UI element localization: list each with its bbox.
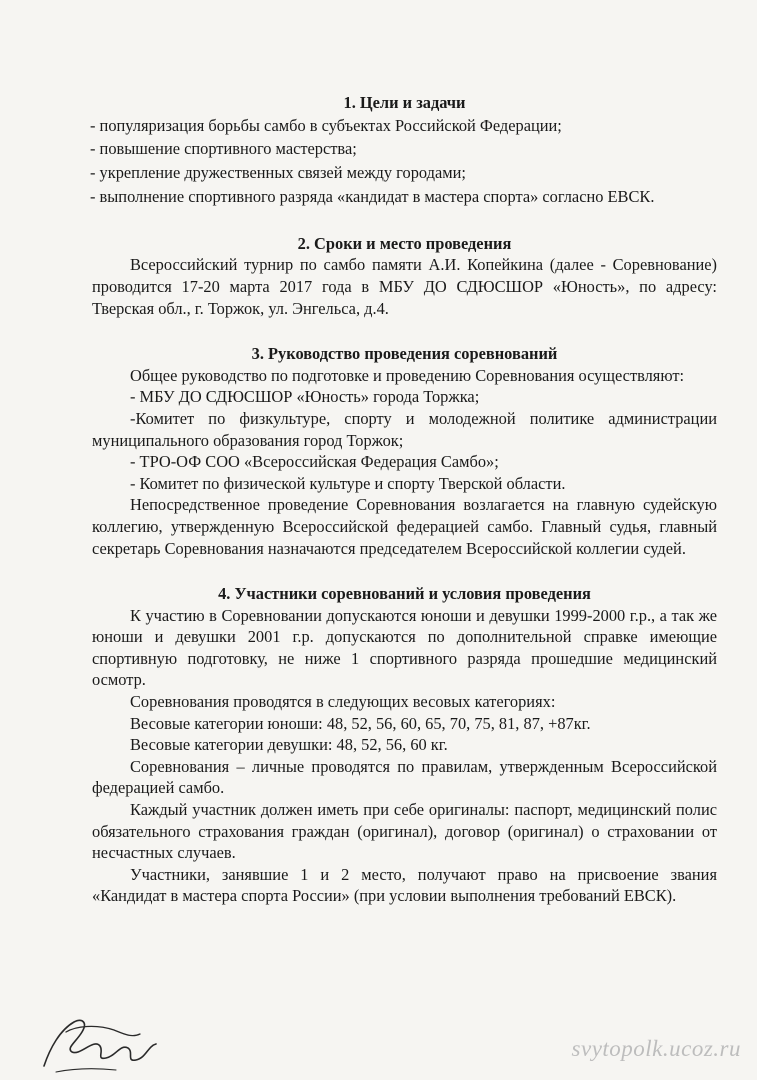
goal-item: - популяризация борьбы самбо в субъектах Российской Федерации; bbox=[90, 115, 562, 135]
section-management bbox=[92, 343, 717, 559]
section-participants-title: 4. Участники соревнований и условия проведения bbox=[218, 584, 591, 604]
section-dates-text: Всероссийский турнир по самбо памяти А.И. Копейкина (далее - Соревнование) проводится 17-20 марта 2017 года в МБУ ДО СДЮСШОР «Юность», по адресу: Тверская обл., г. Торжок, ул. Энгельса, д.4. bbox=[92, 255, 717, 318]
participants-paragraph: К участию в Соревновании допускаются юноши и девушки 1999-2000 г.р., а так же юноши и девушки 2001 г.р. допускаются по дополнительной справке имеющие спортивную подготовку, не ниже 1 спортивного разряда прошедшие медицинский осмотр. bbox=[92, 605, 717, 690]
participants-paragraph: Соревнования проводятся в следующих весовых категориях: bbox=[130, 692, 556, 712]
goal-item: - повышение спортивного мастерства; bbox=[90, 139, 357, 159]
participants-paragraph: Весовые категории девушки: 48, 52, 56, 60 кг. bbox=[130, 735, 448, 755]
management-item: - Комитет по физической культуре и спорту Тверской области. bbox=[130, 473, 566, 493]
participants-paragraph: Весовые категории юноши: 48, 52, 56, 60, 65, 70, 75, 81, 87, +87кг. bbox=[130, 713, 591, 733]
site-watermark: svytopolk.ucoz.ru bbox=[571, 1036, 741, 1061]
goal-item: - выполнение спортивного разряда «кандидат в мастера спорта» согласно ЕВСК. bbox=[90, 186, 655, 206]
section-goals-title: 1. Цели и задачи bbox=[343, 93, 466, 112]
participants-paragraph: Соревнования – личные проводятся по правилам, утвержденным Всероссийской федерацией самбо. bbox=[92, 756, 717, 798]
management-item: - ТРО-ОФ СОО «Всероссийская Федерация Самбо»; bbox=[130, 452, 499, 472]
section-management-title: 3. Руководство проведения соревнований bbox=[251, 344, 558, 364]
section-goals bbox=[92, 92, 717, 209]
management-closing: Непосредственное проведение Соревнования возлагается на главную судейскую коллегию, утвержденную Всероссийской федерацией самбо. Главный судья, главный секретарь Соревнования назначаются председателем Всероссийской коллегии судей. bbox=[92, 495, 717, 558]
section-participants bbox=[92, 583, 717, 907]
section-dates-place bbox=[92, 233, 717, 319]
handwritten-signature bbox=[36, 1008, 176, 1076]
participants-paragraph: Каждый участник должен иметь при себе оригиналы: паспорт, медицинский полис обязательного страхования граждан (оригинал), договор (оригинал) о страховании от несчастных случаев. bbox=[92, 800, 717, 863]
management-item: -Комитет по физкультуре, спорту и молодежной политике администрации муниципального образования город Торжок; bbox=[92, 408, 717, 450]
goal-item: - укрепление дружественных связей между городами; bbox=[90, 163, 466, 183]
section-dates-title: 2. Сроки и место проведения bbox=[297, 233, 512, 253]
management-intro: Общее руководство по подготовке и проведению Соревнования осуществляют: bbox=[130, 365, 685, 385]
management-item: - МБУ ДО СДЮСШОР «Юность» города Торжка; bbox=[130, 387, 480, 407]
participants-paragraph: Участники, занявшие 1 и 2 место, получают право на присвоение звания «Кандидат в мастера спорта России» (при условии выполнения требований ЕВСК). bbox=[92, 864, 717, 906]
